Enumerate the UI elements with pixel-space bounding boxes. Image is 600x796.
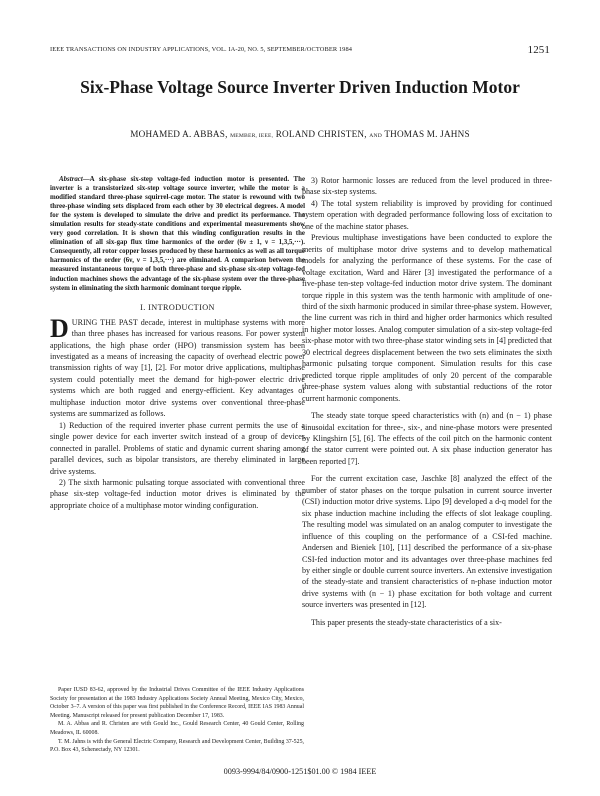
footnote-3: T. M. Jahns is with the General Electric Company, Research and Development Center, Building 37-525, P.O. Box 43, Schenectady, NY 12301. — [50, 738, 304, 754]
left-column — [50, 175, 305, 511]
author-line — [40, 129, 560, 139]
footnote-2: M. A. Abbas and R. Christen are with Gould Inc., Gould Research Center, 40 Gould Center, Rolling Meadows, IL 60008. — [50, 721, 304, 736]
right-paragraph-5: For the current excitation case, Jaschke [8] analyzed the effect of the number of stator phases on the torque pulsation in current source inverter (CSI) induction motor drive systems. Lipo [9] developed a d-q model for the six phase induction machine including the effects of slot leakage coupling. The resulting model was simulated on an analog computer to investigate the influence of this coupling on the performance of a CSI-fed machine. Andersen and Bieniek [10], [11] described the performance of a six-phase CSI-fed induction motor and its advantages over three-phase machines fed by either single or double current source inverters. An extensive investigation of the steady-state and transient characteristics of n-phase induction motor drive systems with (n − 1) phase excitation for both voltage and current source inverters was presented in [12]. — [302, 474, 552, 610]
right-paragraph-1: 3) Rotor harmonic losses are reduced from the level produced in three-phase six-step systems. — [302, 176, 552, 197]
footnote-1: Paper IUSD 83-62, approved by the Industrial Drives Committee of the IEEE Industry Applications Society for presentation at the 1983 Industry Applications Society Annual Meeting, Mexico City, Mexico, October 3–7. A version of this paper was first published in the Conference Record, IEEE IAS 1983 Annual Meeting. Manuscript released for present publication December 17, 1983. — [50, 687, 304, 719]
abstract-text: —A six-phase six-step voltage-fed induction motor is presented. The inverter is a transistorized six-step voltage source inverter, while the motor is a modified standard three-phase squirrel-cage motor. The stator is rewound with two three-phase winding sets displaced from each other by 30 electrical degrees. A model for the system is developed to simulate the drive and predict its performance. The simulation results for steady-state conditions and experimental measurements show very good correlation. It is shown that this winding configuration results in the elimination of all six-gap flux time harmonics of the order (6ν ± 1, ν = 1,3,5,···). Consequently, all rotor copper losses produced by these harmonics as well as all torque harmonics of the order (6ν, ν = 1,3,5,···) are eliminated. A comparison between the measured instantaneous torque of both three-phase and six-phase six-step voltage-fed induction machines shows the advantage of the six-phase system over the three-phase system in eliminating the sixth harmonic dominant torque ripple. — [50, 176, 305, 292]
right-column — [302, 175, 552, 628]
copyright-footer: 0093-9994/84/0900-1251$01.00 © 1984 IEEE — [223, 767, 377, 776]
author-conjunction: AND — [369, 133, 382, 139]
author-1: MOHAMED A. ABBAS, — [130, 129, 228, 139]
drop-cap: D — [50, 313, 69, 343]
right-paragraph-2: 4) The total system reliability is improved by providing for continued system operation with degraded performance following loss of excitation to one of the machine stator phases. — [302, 198, 552, 231]
section-heading-introduction: I. INTRODUCTION — [140, 302, 215, 312]
journal-citation: IEEE TRANSACTIONS ON INDUSTRY APPLICATIONS, VOL. IA-20, NO. 5, SEPTEMBER/OCTOBER 1984 — [50, 46, 353, 53]
intro-paragraph-2: 1) Reduction of the required inverter phase current permits the use of a single power device for each inverter switch instead of a group of devices connected in parallel. Problems of static and dynamic current sharing among parallel devices, such as bipolar transistors, are thereby eliminated in large drive systems. — [50, 420, 305, 476]
right-paragraph-4: The steady state torque speed characteristics with (n) and (n − 1) phase sinusoidal excitation for three-, six-, and nine-phase motors were presented by Klingshirn [5], [6]. The effects of the coil pitch on the harmonic content of the stator current were pointed out. A six phase induction generator has been reported [7]. — [302, 411, 552, 466]
right-paragraph-3: Previous multiphase investigations have been conducted to explore the merits of multiphase motor drive systems and to develop mathematical models for analyzing the performance of these systems. For the case of voltage excitation, Ward and Härer [3] investigated the performance of a five-phase ten-step voltage-fed induction motor drive system. The dominant torque ripple in this system was the tenth harmonic with amplitude of one-third of the sixth harmonic produced in similar three-phase system. However, the line current was rich in third and higher order harmonics which resulted in higher motor losses. Analog computer simulation of a six-step voltage-fed six-phase motor with two three-phase stator winding sets in [4] predicted that 30 electrical degrees displacement between the two sets eliminates the sixth harmonic pulsating torque component. Simulation results for this case predicted torque ripple amplitudes of only 20 percent of the comparable three-phase system values along with substantial reductions of the rotor current harmonic components. — [302, 233, 552, 403]
abstract-lead: Abstract — [59, 176, 83, 183]
paper-title: Six-Phase Voltage Source Inverter Driven Induction Motor — [80, 77, 520, 97]
intro-paragraph-1 — [50, 313, 305, 420]
author-2: ROLAND CHRISTEN, — [275, 129, 367, 139]
author-3: THOMAS M. JAHNS — [384, 129, 470, 139]
intro-paragraph-3: 2) The sixth harmonic pulsating torque associated with conventional three phase six-step voltage-fed induction motor drives is eliminated by the appropriate choice of a multiphase motor winding configuration. — [50, 477, 305, 510]
abstract — [50, 175, 305, 293]
intro-paragraph-1-text: URING THE PAST decade, interest in multiphase systems with more than three phases has increased for various reasons. For power system applications, the high phase order (HPO) transmission system has been investigated as a means of increasing the capacity of overhead electric power transmission rights of way [1], [2]. For motor drive applications, multiphase system could potentially meet the demand for high-power electric drive systems which are both rugged and energy-efficient. Key advantages of multiphase induction motor drive systems over conventional three-phase systems are summarized as follows. — [50, 317, 305, 419]
author-1-grade: MEMBER, IEEE, — [230, 133, 274, 139]
page-number: 1251 — [527, 44, 550, 56]
right-paragraph-6: This paper presents the steady-state characteristics of a six- — [311, 617, 502, 627]
footnote — [50, 686, 304, 755]
